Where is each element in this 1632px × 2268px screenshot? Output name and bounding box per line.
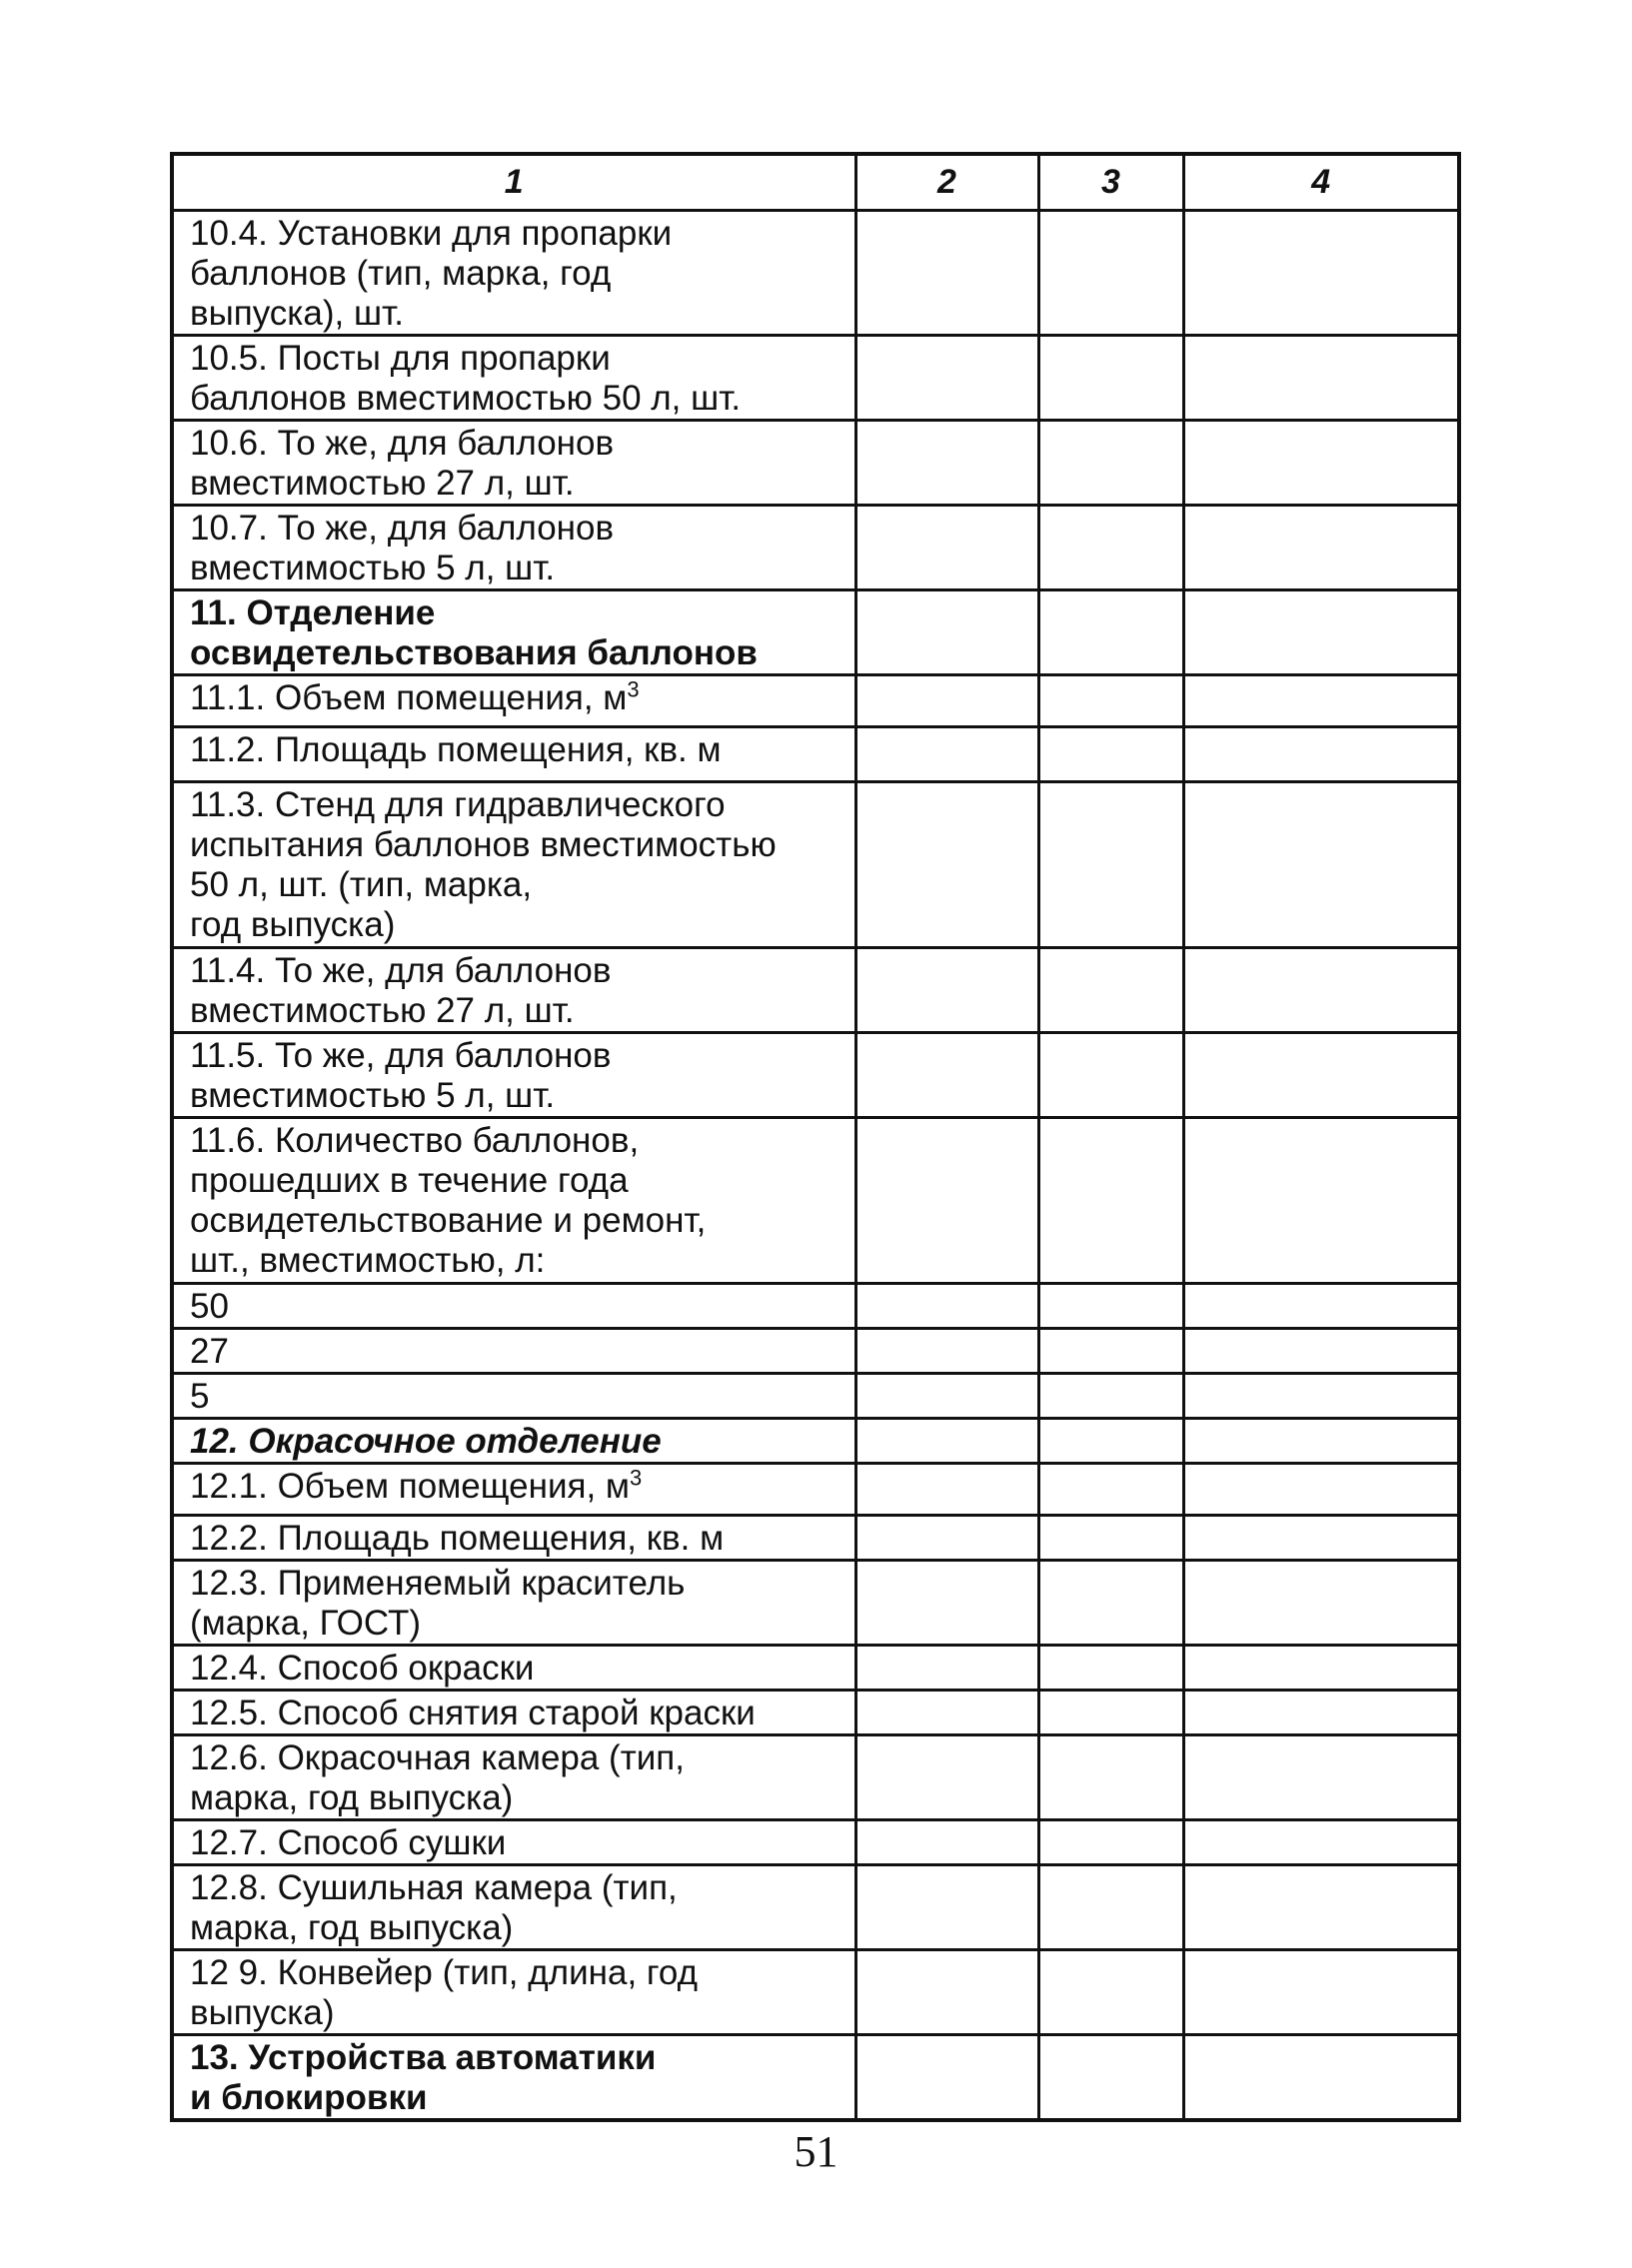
blank-cell-col-3 — [1038, 1691, 1183, 1735]
row-label — [172, 1516, 855, 1561]
table-row — [172, 1820, 1459, 1865]
blank-cell-col-2 — [855, 1735, 1038, 1820]
blank-cell-col-4 — [1183, 1284, 1459, 1329]
blank-cell-col-3 — [1038, 948, 1183, 1033]
table-row — [172, 1284, 1459, 1329]
blank-cell-col-4 — [1183, 211, 1459, 336]
table-row — [172, 590, 1459, 675]
row-label — [172, 1646, 855, 1691]
blank-cell-col-4 — [1183, 675, 1459, 727]
row-label — [172, 506, 855, 590]
blank-cell-col-3 — [1038, 1516, 1183, 1561]
row-label — [172, 211, 855, 336]
blank-cell-col-3 — [1038, 336, 1183, 421]
blank-cell-col-2 — [855, 1950, 1038, 2035]
blank-cell-col-3 — [1038, 1865, 1183, 1950]
table-row — [172, 1735, 1459, 1820]
blank-cell-col-4 — [1183, 1374, 1459, 1419]
table-row — [172, 1464, 1459, 1516]
table-row — [172, 506, 1459, 590]
row-label — [172, 1033, 855, 1118]
row-label — [172, 1865, 855, 1950]
table-row — [172, 675, 1459, 727]
table-row — [172, 1118, 1459, 1284]
table-row — [172, 1516, 1459, 1561]
superscript-unit: 3 — [627, 676, 640, 702]
blank-cell-col-4 — [1183, 1516, 1459, 1561]
row-label-text: 10.7. То же, для баллонов вместимостью 5 л, шт. — [190, 509, 615, 587]
row-label-text: 5 — [190, 1377, 210, 1416]
table-row — [172, 1419, 1459, 1464]
blank-cell-col-2 — [855, 1419, 1038, 1464]
blank-cell-col-3 — [1038, 1284, 1183, 1329]
blank-cell-col-4 — [1183, 2035, 1459, 2121]
blank-cell-col-4 — [1183, 1691, 1459, 1735]
blank-cell-col-4 — [1183, 727, 1459, 782]
row-label — [172, 1464, 855, 1516]
blank-cell-col-2 — [855, 421, 1038, 506]
blank-cell-col-4 — [1183, 1950, 1459, 2035]
row-label-text: 12 9. Конвейер (тип, длина, год выпуска) — [190, 1953, 699, 2032]
row-label-text: 12.8. Сушильная камера (тип, марка, год выпуска) — [190, 1868, 678, 1947]
blank-cell-col-2 — [855, 1374, 1038, 1419]
blank-cell-col-2 — [855, 506, 1038, 590]
blank-cell-col-2 — [855, 590, 1038, 675]
row-label-text: 10.6. То же, для баллонов вместимостью 27 л, шт. — [190, 424, 615, 503]
blank-cell-col-2 — [855, 211, 1038, 336]
row-label-text: 11.3. Стенд для гидравлического испытания баллонов вместимостью 50 л, шт. (тип, марка, год выпуска) — [190, 785, 777, 944]
table-row — [172, 2035, 1459, 2121]
blank-cell-col-4 — [1183, 421, 1459, 506]
blank-cell-col-3 — [1038, 1646, 1183, 1691]
row-label-text: 11.6. Количество баллонов, прошедших в течение года освидетельствование и ремонт, шт., вместимостью, л: — [190, 1121, 707, 1280]
blank-cell-col-4 — [1183, 1865, 1459, 1950]
blank-cell-col-3 — [1038, 211, 1183, 336]
blank-cell-col-2 — [855, 675, 1038, 727]
row-label-text: 12.2. Площадь помещения, кв. м — [190, 1519, 725, 1558]
blank-cell-col-3 — [1038, 1820, 1183, 1865]
blank-cell-col-4 — [1183, 1464, 1459, 1516]
blank-cell-col-3 — [1038, 1735, 1183, 1820]
blank-cell-col-3 — [1038, 2035, 1183, 2121]
row-label — [172, 1691, 855, 1735]
blank-cell-col-2 — [855, 1561, 1038, 1646]
blank-cell-col-2 — [855, 1646, 1038, 1691]
row-label — [172, 1374, 855, 1419]
row-label — [172, 421, 855, 506]
column-header-1: 1 — [172, 154, 855, 211]
blank-cell-col-2 — [855, 1464, 1038, 1516]
row-label-text: 11.4. То же, для баллонов вместимостью 27 л, шт. — [190, 951, 612, 1030]
table-row — [172, 1561, 1459, 1646]
blank-cell-col-3 — [1038, 506, 1183, 590]
blank-cell-col-3 — [1038, 590, 1183, 675]
blank-cell-col-3 — [1038, 1374, 1183, 1419]
blank-cell-col-2 — [855, 948, 1038, 1033]
table-row — [172, 1865, 1459, 1950]
row-label-text: 12.3. Применяемый краситель (марка, ГОСТ) — [190, 1564, 686, 1643]
row-label-text: 11.2. Площадь помещения, кв. м — [190, 730, 722, 769]
blank-cell-col-3 — [1038, 782, 1183, 948]
table-row — [172, 1329, 1459, 1374]
blank-cell-col-3 — [1038, 727, 1183, 782]
table-row — [172, 727, 1459, 782]
row-label-text: 27 — [190, 1332, 229, 1371]
table-row — [172, 1033, 1459, 1118]
blank-cell-col-4 — [1183, 1820, 1459, 1865]
row-label — [172, 1950, 855, 2035]
row-label-text: 11.5. То же, для баллонов вместимостью 5 л, шт. — [190, 1036, 612, 1115]
row-label — [172, 1419, 855, 1464]
table-row — [172, 1374, 1459, 1419]
row-label-text: 11. Отделение освидетельствования баллонов — [190, 593, 758, 672]
header-row — [172, 154, 1459, 211]
blank-cell-col-2 — [855, 1033, 1038, 1118]
row-label — [172, 1284, 855, 1329]
blank-cell-col-3 — [1038, 1950, 1183, 2035]
row-label — [172, 590, 855, 675]
column-header-3: 3 — [1038, 154, 1183, 211]
blank-cell-col-3 — [1038, 1033, 1183, 1118]
blank-cell-col-2 — [855, 1865, 1038, 1950]
column-header-2: 2 — [855, 154, 1038, 211]
table-row — [172, 782, 1459, 948]
blank-cell-col-2 — [855, 1516, 1038, 1561]
row-label-text: 10.4. Установки для пропарки баллонов (тип, марка, год выпуска), шт. — [190, 214, 673, 333]
table-row — [172, 211, 1459, 336]
equipment-form-table — [170, 152, 1461, 2122]
blank-cell-col-3 — [1038, 1118, 1183, 1284]
table-row — [172, 1646, 1459, 1691]
page-number: 51 — [794, 2127, 838, 2176]
blank-cell-col-2 — [855, 727, 1038, 782]
blank-cell-col-3 — [1038, 421, 1183, 506]
row-label — [172, 782, 855, 948]
row-label-text: 12.7. Способ сушки — [190, 1823, 507, 1862]
row-label — [172, 1735, 855, 1820]
row-label — [172, 1820, 855, 1865]
blank-cell-col-3 — [1038, 1419, 1183, 1464]
table-row — [172, 336, 1459, 421]
row-label-text: 12.6. Окрасочная камера (тип, марка, год выпуска) — [190, 1738, 685, 1817]
row-label-text: 10.5. Посты для пропарки баллонов вместимостью 50 л, шт. — [190, 339, 742, 418]
blank-cell-col-3 — [1038, 1464, 1183, 1516]
blank-cell-col-4 — [1183, 1646, 1459, 1691]
blank-cell-col-2 — [855, 1820, 1038, 1865]
blank-cell-col-4 — [1183, 1118, 1459, 1284]
row-label — [172, 727, 855, 782]
blank-cell-col-2 — [855, 1284, 1038, 1329]
row-label-text: 12.4. Способ окраски — [190, 1649, 535, 1688]
blank-cell-col-4 — [1183, 506, 1459, 590]
blank-cell-col-4 — [1183, 1033, 1459, 1118]
row-label-text: 12.5. Способ снятия старой краски — [190, 1694, 756, 1732]
blank-cell-col-3 — [1038, 675, 1183, 727]
blank-cell-col-2 — [855, 2035, 1038, 2121]
blank-cell-col-2 — [855, 1691, 1038, 1735]
blank-cell-col-2 — [855, 336, 1038, 421]
blank-cell-col-4 — [1183, 590, 1459, 675]
blank-cell-col-4 — [1183, 948, 1459, 1033]
table-row — [172, 1691, 1459, 1735]
blank-cell-col-4 — [1183, 782, 1459, 948]
blank-cell-col-4 — [1183, 1561, 1459, 1646]
row-label-text: 13. Устройства автоматики и блокировки — [190, 2038, 657, 2117]
superscript-unit: 3 — [629, 1465, 643, 1491]
row-label — [172, 1118, 855, 1284]
blank-cell-col-4 — [1183, 1329, 1459, 1374]
blank-cell-col-2 — [855, 1329, 1038, 1374]
row-label — [172, 336, 855, 421]
blank-cell-col-2 — [855, 1118, 1038, 1284]
row-label — [172, 1561, 855, 1646]
blank-cell-col-4 — [1183, 336, 1459, 421]
table-row — [172, 1950, 1459, 2035]
row-label-text: 12.1. Объем помещения, м — [190, 1467, 630, 1506]
blank-cell-col-3 — [1038, 1329, 1183, 1374]
blank-cell-col-4 — [1183, 1735, 1459, 1820]
row-label — [172, 2035, 855, 2121]
row-label-text: 50 — [190, 1287, 229, 1326]
row-label-text: 12. Окрасочное отделение — [190, 1422, 662, 1461]
blank-cell-col-4 — [1183, 1419, 1459, 1464]
column-header-4: 4 — [1183, 154, 1459, 211]
row-label — [172, 675, 855, 727]
table-body — [172, 211, 1459, 2121]
row-label-text: 11.1. Объем помещения, м — [190, 678, 628, 717]
blank-cell-col-3 — [1038, 1561, 1183, 1646]
row-label — [172, 1329, 855, 1374]
row-label — [172, 948, 855, 1033]
table-row — [172, 948, 1459, 1033]
table-row — [172, 421, 1459, 506]
blank-cell-col-2 — [855, 782, 1038, 948]
